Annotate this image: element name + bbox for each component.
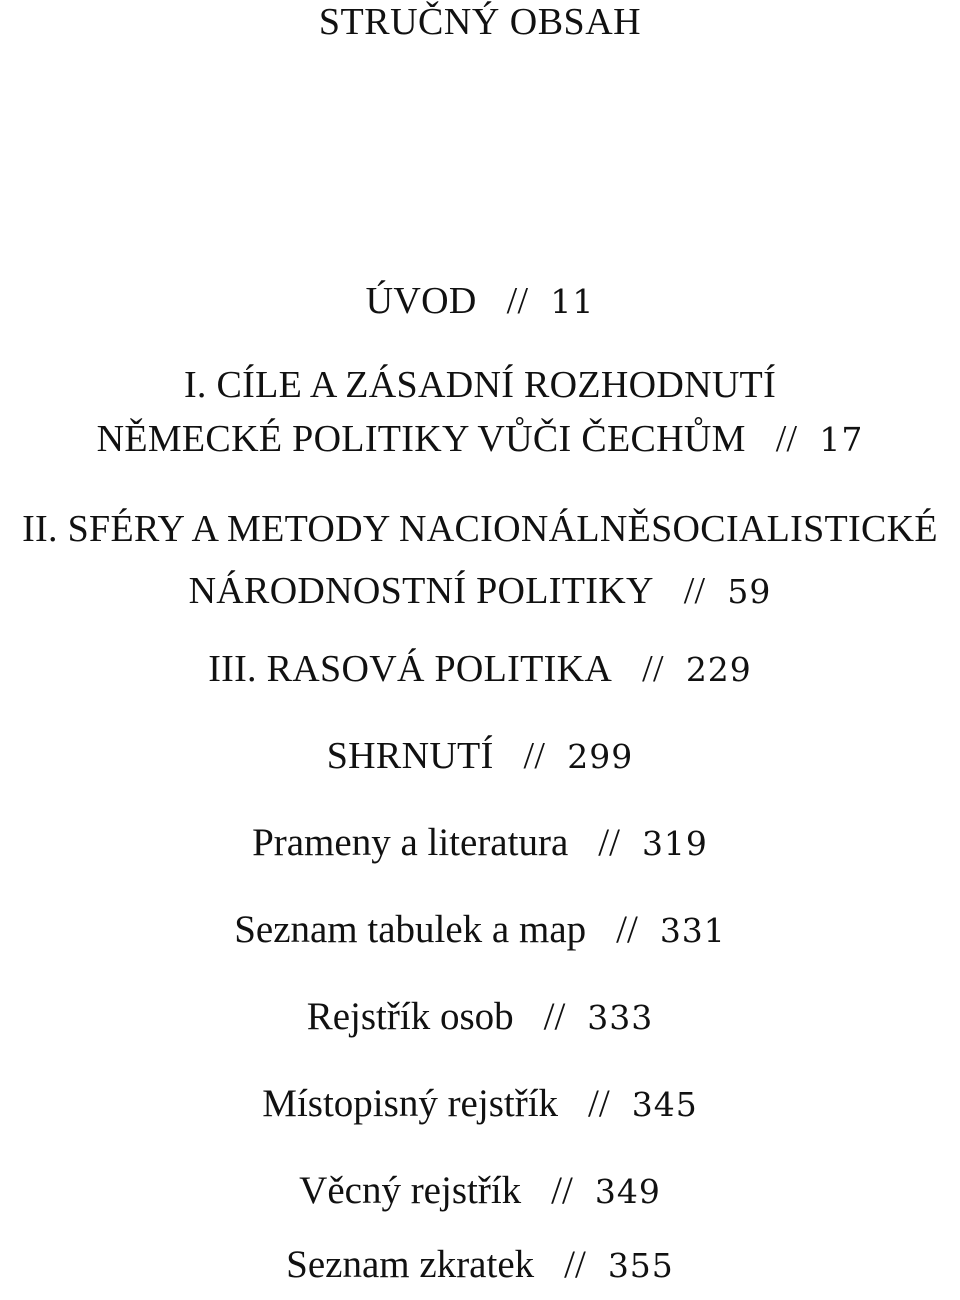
page-number: 319 — [641, 824, 708, 863]
separator: // — [551, 1169, 573, 1212]
separator: // — [523, 735, 546, 777]
separator: // — [543, 995, 566, 1038]
toc-entry-rejstrik-osob[interactable] — [0, 984, 960, 1051]
toc-entry-chapter-1[interactable] — [0, 352, 960, 473]
entry-label: Seznam zkratek — [286, 1243, 535, 1286]
toc-entry-chapter-3[interactable] — [0, 636, 960, 703]
entry-label: ÚVOD — [365, 280, 477, 322]
toc-entry-prameny[interactable] — [0, 810, 960, 877]
page-number: 59 — [727, 572, 772, 611]
entry-label-line-1: II. SFÉRY A METODY NACIONÁLNĚSOCIALISTICKÉ — [22, 508, 938, 550]
page-number: 349 — [594, 1172, 661, 1211]
toc-entry-uvod[interactable] — [0, 268, 960, 335]
page-number: 355 — [607, 1246, 674, 1285]
separator: // — [775, 418, 798, 460]
separator: // — [506, 280, 529, 322]
toc-entry-vecny-rejstrik[interactable] — [0, 1158, 960, 1225]
page-number: 229 — [685, 650, 752, 689]
page-number: 333 — [587, 998, 654, 1037]
entry-label: Místopisný rejstřík — [262, 1082, 559, 1125]
entry-label: Rejstřík osob — [306, 995, 514, 1038]
entry-label-line-2: NÁRODNOSTNÍ POLITIKY — [188, 570, 654, 612]
entry-label: Seznam tabulek a map — [234, 908, 587, 951]
entry-label: Prameny a literatura — [252, 821, 569, 864]
page-number: 17 — [819, 420, 864, 459]
page-number: 331 — [659, 911, 726, 950]
entry-label-line-2: NĚMECKÉ POLITIKY VŮČI ČECHŮM — [96, 418, 746, 460]
page-title: STRUČNÝ OBSAH — [318, 1, 642, 43]
separator: // — [616, 908, 638, 951]
separator: // — [683, 570, 706, 612]
entry-label: SHRNUTÍ — [326, 735, 494, 777]
toc-entry-chapter-2[interactable] — [0, 496, 960, 625]
toc-entry-seznam-tabulek[interactable] — [0, 897, 960, 964]
toc-entry-mistopisny-rejstrik[interactable] — [0, 1071, 960, 1138]
separator: // — [598, 821, 620, 864]
page-number: 299 — [567, 737, 634, 776]
entry-label-line-1: I. CÍLE A ZÁSADNÍ ROZHODNUTÍ — [183, 364, 777, 406]
separator: // — [642, 648, 664, 690]
toc-entry-seznam-zkratek[interactable] — [0, 1232, 960, 1299]
entry-label: III. RASOVÁ POLITIKA — [208, 648, 613, 690]
separator: // — [588, 1082, 610, 1125]
separator: // — [564, 1243, 586, 1286]
toc-entry-shrnuti[interactable] — [0, 723, 960, 790]
entry-label: Věcný rejstřík — [299, 1169, 522, 1212]
page-number: 345 — [631, 1085, 698, 1124]
page-number: 11 — [550, 282, 595, 321]
